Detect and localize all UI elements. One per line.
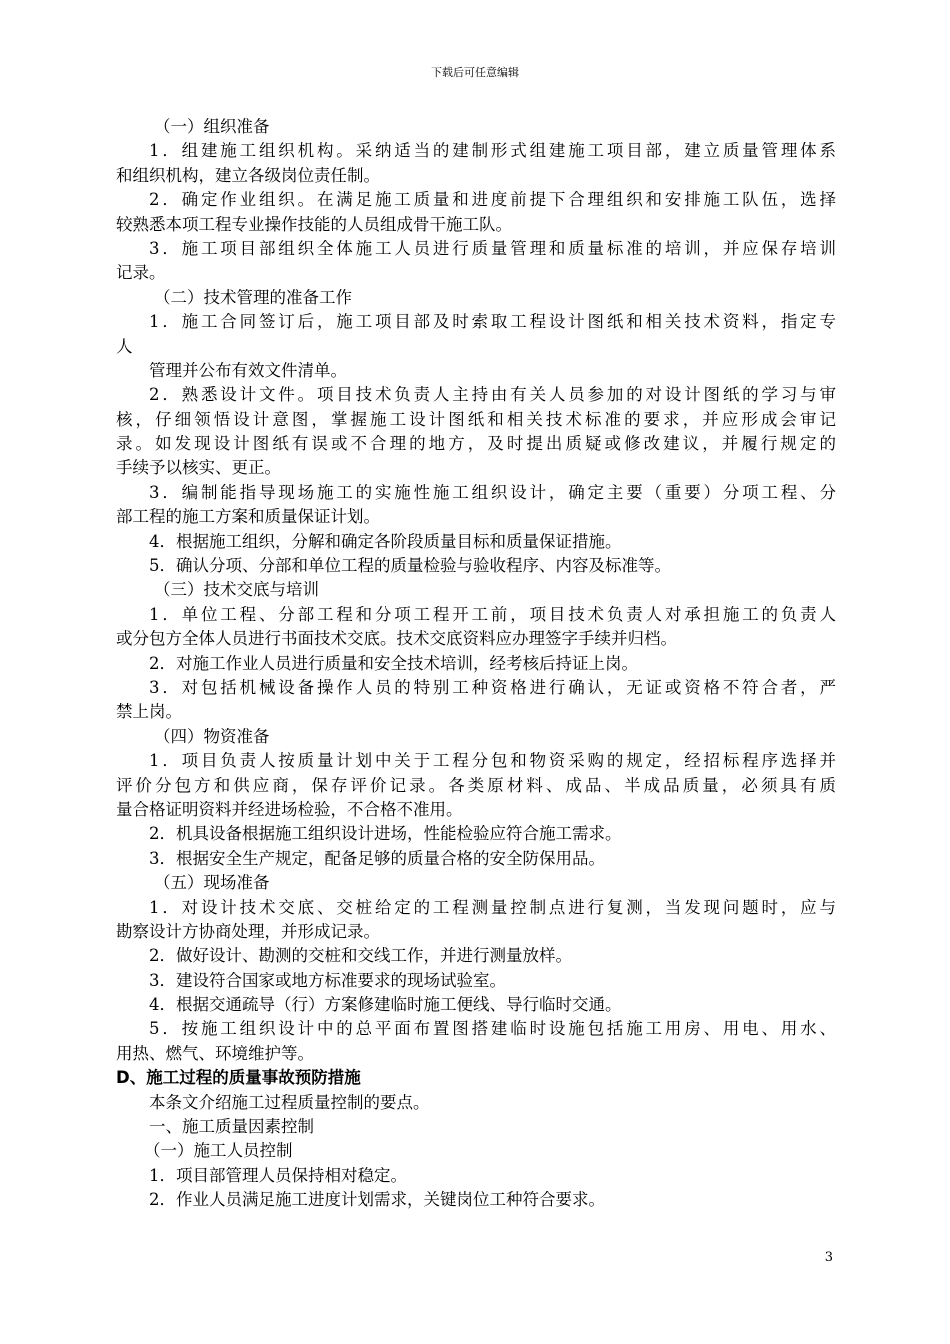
text-line: （一）施工人员控制: [144, 1141, 293, 1161]
document-body: [116, 115, 836, 1213]
section-heading: D、施工过程的质量事故预防措施: [116, 1068, 361, 1088]
text-line: （二）技术管理的准备工作: [154, 287, 352, 307]
text-line: 量合格证明资料并经进场检验，不合格不准用。: [116, 799, 463, 819]
text-line: 3．施工项目部组织全体施工人员进行质量管理和质量标准的培训，并应保存培训: [149, 238, 836, 258]
text-line: 评价分包方和供应商，保存评价记录。各类原材料、成品、半成品质量，必须具有质: [116, 775, 836, 795]
text-line: 4．根据施工组织，分解和确定各阶段质量目标和质量保证措施。: [149, 531, 622, 551]
text-line: 管理并公布有效文件清单。: [149, 360, 347, 380]
text-line: 1．项目部管理人员保持相对稳定。: [149, 1165, 407, 1185]
text-line: 勘察设计方协商处理，并形成记录。: [116, 921, 380, 941]
text-line: 3．对包括机械设备操作人员的特别工种资格进行确认，无证或资格不符合者，严: [149, 677, 836, 697]
text-line: 本条文介绍施工过程质量控制的要点。: [149, 1092, 430, 1112]
text-line: （三）技术交底与培训: [154, 580, 319, 600]
text-line: 2．做好设计、勘测的交桩和交线工作，并进行测量放样。: [149, 946, 572, 966]
text-line: 5．确认分项、分部和单位工程的质量检验与验收程序、内容及标准等。: [149, 556, 671, 576]
text-line: （五）现场准备: [154, 873, 270, 893]
text-line: 5．按施工组织设计中的总平面布置图搭建临时设施包括施工用房、用电、用水、: [149, 1019, 836, 1039]
text-line: 2．作业人员满足施工进度计划需求，关键岗位工种符合要求。: [149, 1190, 605, 1210]
text-line: （四）物资准备: [154, 726, 270, 746]
text-line: 2．确定作业组织。在满足施工质量和进度前提下合理组织和安排施工队伍，选择: [149, 190, 836, 210]
text-line: 1．项目负责人按质量计划中关于工程分包和物资采购的规定，经招标程序选择并: [149, 751, 836, 771]
text-line: 4．根据交通疏导（行）方案修建临时施工便线、导行临时交通。: [149, 995, 622, 1015]
page-number: 3: [824, 1250, 833, 1265]
header-note: 下载后可任意编辑: [431, 66, 519, 79]
text-line: 或分包方全体人员进行书面技术交底。技术交底资料应办理签字手续并归档。: [116, 629, 677, 649]
text-line: 人: [116, 336, 133, 356]
text-line: 记录。: [116, 263, 166, 283]
text-line: 3．编制能指导现场施工的实施性施工组织设计，确定主要（重要）分项工程、分: [149, 482, 836, 502]
text-line: 2．熟悉设计文件。项目技术负责人主持由有关人员参加的对设计图纸的学习与审: [149, 385, 836, 405]
text-line: 部工程的施工方案和质量保证计划。: [116, 507, 380, 527]
text-line: 较熟悉本项工程专业操作技能的人员组成骨干施工队。: [116, 214, 512, 234]
text-line: 3．建设符合国家或地方标准要求的现场试验室。: [149, 970, 506, 990]
text-line: 1．单位工程、分部工程和分项工程开工前，项目技术负责人对承担施工的负责人: [149, 604, 836, 624]
text-line: 2．机具设备根据施工组织设计进场，性能检验应符合施工需求。: [149, 824, 622, 844]
text-line: 1．组建施工组织机构。采纳适当的建制形式组建施工项目部，建立质量管理体系: [149, 141, 836, 161]
text-line: 1．施工合同签订后，施工项目部及时索取工程设计图纸和相关技术资料，指定专: [149, 312, 836, 332]
text-line: 3．根据安全生产规定，配备足够的质量合格的安全防保用品。: [149, 848, 605, 868]
text-line: 和组织机构，建立各级岗位责任制。: [116, 165, 380, 185]
text-line: 2．对施工作业人员进行质量和安全技术培训，经考核后持证上岗。: [149, 653, 638, 673]
text-line: 手续予以核实、更正。: [116, 458, 281, 478]
text-line: 一、施工质量因素控制: [149, 1117, 314, 1137]
text-line: 核，仔细领悟设计意图，掌握施工设计图纸和相关技术标准的要求，并应形成会审记: [116, 409, 836, 429]
text-line: （一）组织准备: [154, 117, 270, 136]
text-line: 禁上岗。: [116, 702, 182, 722]
text-line: 用热、燃气、环境维护等。: [116, 1043, 314, 1063]
text-line: 录。如发现设计图纸有误或不合理的地方，及时提出质疑或修改建议，并履行规定的: [116, 434, 836, 454]
text-line: 1．对设计技术交底、交桩给定的工程测量控制点进行复测，当发现问题时，应与: [149, 897, 836, 917]
